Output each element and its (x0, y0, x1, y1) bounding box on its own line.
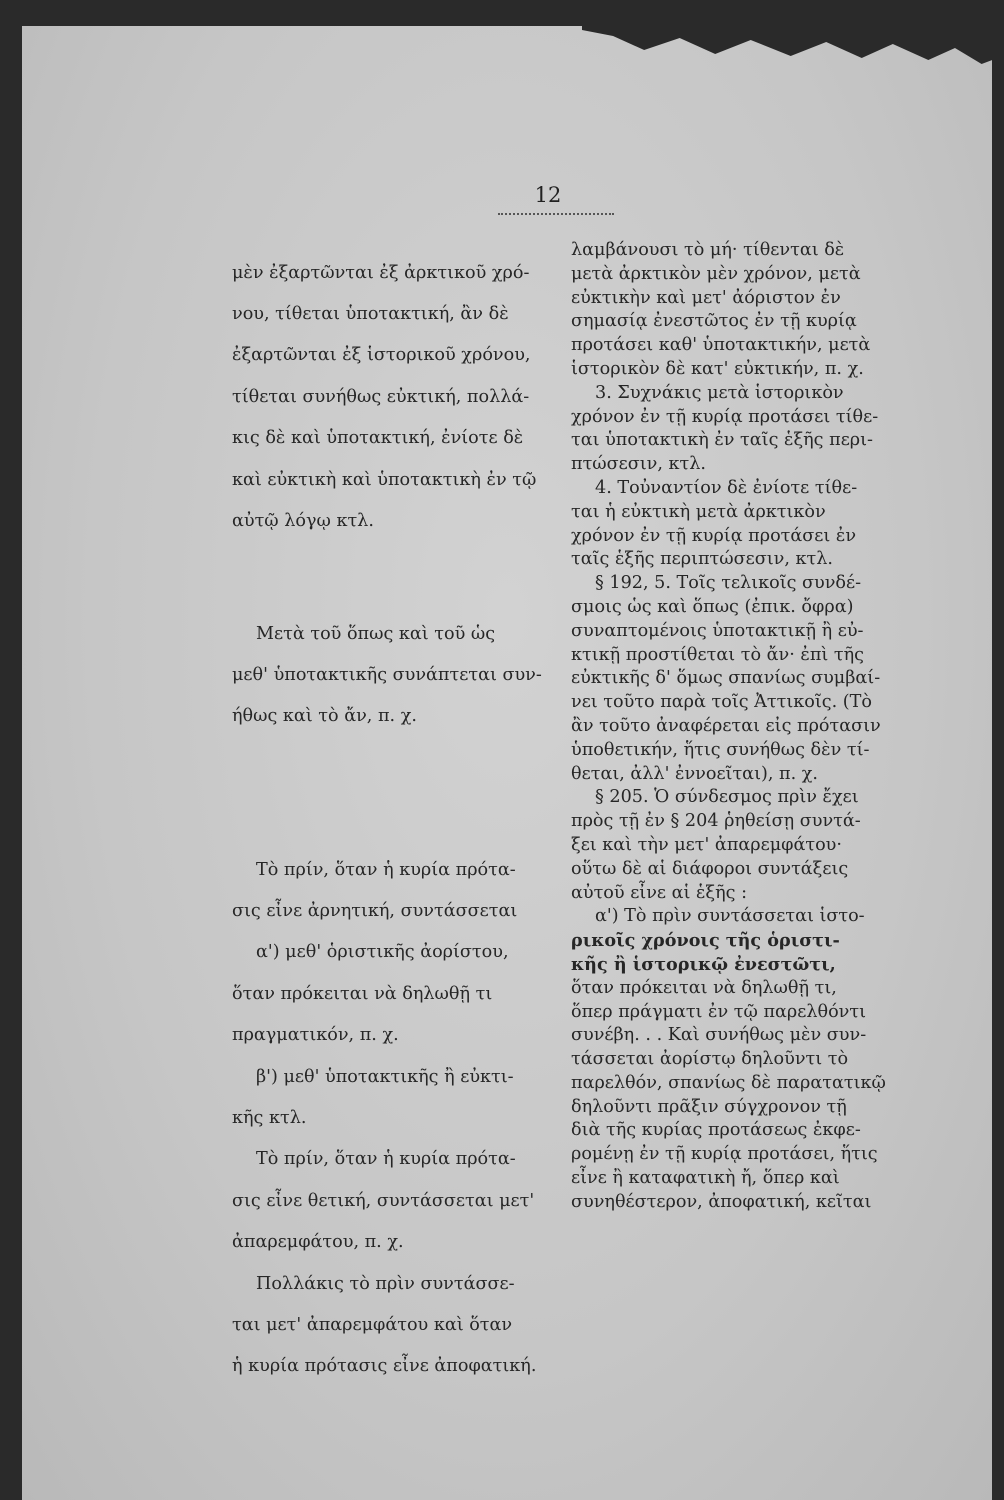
text-line: ἱστορικὸν δὲ κατ' εὐκτικήν, π. χ. (571, 358, 864, 379)
text-line: Τὸ πρίν, ὅταν ἡ κυρία πρότα- (256, 859, 516, 880)
text-line: ὅταν πρόκειται νὰ δηλωθῇ τι, (571, 977, 837, 998)
text-line: πραγματικόν, π. χ. (232, 1025, 399, 1046)
text-line: κις δὲ καὶ ὑποτακτική, ἐνίοτε δὲ (232, 428, 524, 449)
text-line: α') Τὸ πρὶν συντάσσεται ἱστο- (595, 906, 865, 927)
text-line: ται μετ' ἀπαρεμφάτου καὶ ὅταν (232, 1314, 513, 1335)
text-line: κτικῇ προστίθεται τὸ ἄν· ἐπὶ τῆς (571, 644, 865, 665)
left-block-1 (232, 244, 546, 551)
text-line: συναπτομένοις ὑποτακτικῇ ἢ εὐ- (571, 620, 864, 641)
text-line: εὐκτικὴν καὶ μετ' ἀόριστον ἐν (571, 287, 841, 308)
text-line: παρελθόν, σπανίως δὲ παρατατικῷ (571, 1072, 886, 1093)
text-line: σις εἶνε ἀρνητική, συντάσσεται (232, 900, 518, 921)
text-line: § 205. Ὁ σύνδεσμος πρὶν ἔχει (595, 787, 859, 808)
text-line: συνηθέστερον, ἀποφατική, κεῖται (571, 1191, 872, 1212)
text-line: κῆς κτλ. (232, 1107, 307, 1128)
text-line: τάσσεται ἀορίστῳ δηλοῦντι τὸ (571, 1049, 849, 1070)
text-line: χρόνον ἐν τῇ κυρίᾳ προτάσει τίθε- (571, 406, 879, 427)
text-line: πρὸς τῇ ἐν § 204 ῥηθείσῃ συντά- (571, 811, 861, 832)
text-line: μεθ' ὑποτακτικῆς συνάπτεται συν- (232, 664, 542, 685)
text-line: μὲν ἐξαρτῶνται ἐξ ἀρκτικοῦ χρό- (232, 262, 530, 283)
torn-edge (582, 26, 1004, 66)
text-line: ξει καὶ τὴν μετ' ἀπαρεμφάτου· (571, 834, 842, 855)
page-number: 12 (534, 183, 562, 207)
right-column (571, 239, 887, 1215)
text-line: εὐκτικῆς δ' ὅμως σπανίως συμβαί- (571, 668, 881, 689)
text-line: σις εἶνε θετική, συντάσσεται μετ' (232, 1190, 535, 1211)
text-line: λαμβάνουσι τὸ μή· τίθενται δὲ (571, 240, 845, 260)
text-line: νει τοῦτο παρὰ τοῖς Ἀττικοῖς. (Τὸ (571, 692, 872, 713)
text-line: ὅταν πρόκειται νὰ δηλωθῇ τι (232, 983, 493, 1004)
text-line: Τὸ πρίν, ὅταν ἡ κυρία πρότα- (256, 1149, 516, 1170)
text-line: δηλοῦντι πρᾶξιν σύγχρονον τῇ (571, 1096, 847, 1117)
text-line: ὅπερ πράγματι ἐν τῷ παρελθόντι (571, 1001, 867, 1022)
text-line: β') μεθ' ὑποτακτικῆς ἢ εὐκτι- (256, 1066, 514, 1087)
left-block-3 (232, 841, 546, 1397)
text-line: προτάσει καθ' ὑποτακτικήν, μετὰ (571, 335, 871, 356)
page-number-rule (498, 213, 614, 215)
text-line: § 192, 5. Τοῖς τελικοῖς συνδέ- (595, 573, 862, 594)
text-line: ἂν τοῦτο ἀναφέρεται εἰς πρότασιν (571, 715, 881, 736)
text-line: ἐξαρτῶνται ἐξ ἱστορικοῦ χρόνου, (232, 345, 531, 366)
text-line: κῆς ἢ ἱστορικῷ ἐνεστῶτι, (571, 953, 836, 975)
text-line: ταῖς ἑξῆς περιπτώσεσιν, κτλ. (571, 549, 834, 570)
text-line: α') μεθ' ὁριστικῆς ἀορίστου, (256, 942, 509, 963)
text-line: χρόνον ἐν τῇ κυρίᾳ προτάσει ἐν (571, 525, 857, 546)
text-line: τίθεται συνήθως εὐκτική, πολλά- (232, 386, 530, 407)
text-line: ρικοῖς χρόνοις τῆς ὁριστι- (571, 930, 840, 952)
text-line: Πολλάκις τὸ πρὶν συντάσσε- (256, 1273, 515, 1294)
text-line: σμοις ὡς καὶ ὅπως (ἐπικ. ὄφρα) (571, 596, 854, 617)
text-line: ται ὑποτακτικὴ ἐν ταῖς ἑξῆς περι- (571, 430, 873, 451)
text-line: θεται, ἀλλ' ἐννοεῖται), π. χ. (571, 763, 819, 784)
left-block-2 (232, 605, 546, 747)
text-line: νου, τίθεται ὑποτακτική, ἂν δὲ (232, 303, 509, 324)
text-line: αὐτῷ λόγῳ κτλ. (232, 510, 374, 531)
text-line: Μετὰ τοῦ ὅπως καὶ τοῦ ὡς (256, 623, 496, 644)
text-line: σημασίᾳ ἐνεστῶτος ἐν τῇ κυρίᾳ (571, 311, 857, 332)
text-line: εἶνε ἢ καταφατικὴ ἤ, ὅπερ καὶ (571, 1168, 840, 1189)
text-line: αὐτοῦ εἶνε αἱ ἑξῆς : (571, 882, 748, 903)
text-line: ἡ κυρία πρότασις εἶνε ἀποφατική. (232, 1356, 537, 1377)
text-line: 3. Συχνάκις μετὰ ἱστορικὸν (595, 382, 844, 403)
text-line: 4. Τοὐναντίον δὲ ἐνίοτε τίθε- (595, 477, 858, 498)
text-line: πτώσεσιν, κτλ. (571, 454, 707, 475)
text-line: ρομένῃ ἐν τῇ κυρίᾳ προτάσει, ἥτις (571, 1144, 878, 1165)
text-line: ἀπαρεμφάτου, π. χ. (232, 1232, 404, 1253)
text-line: συνέβη. . . Καὶ συνήθως μὲν συν- (571, 1025, 867, 1046)
text-line: μετὰ ἀρκτικὸν μὲν χρόνον, μετὰ (571, 263, 861, 284)
text-line: ὑποθετικήν, ἥτις συνήθως δὲν τί- (571, 739, 870, 760)
text-line: διὰ τῆς κυρίας προτάσεως ἐκφε- (571, 1120, 861, 1141)
text-line: ήθως καὶ τὸ ἄν, π. χ. (232, 706, 417, 727)
text-line: καὶ εὐκτικὴ καὶ ὑποτακτικὴ ἐν τῷ (232, 469, 537, 490)
text-line: ται ἡ εὐκτικὴ μετὰ ἀρκτικὸν (571, 501, 826, 522)
text-line: οὕτω δὲ αἱ διάφοροι συντάξεις (571, 858, 849, 879)
